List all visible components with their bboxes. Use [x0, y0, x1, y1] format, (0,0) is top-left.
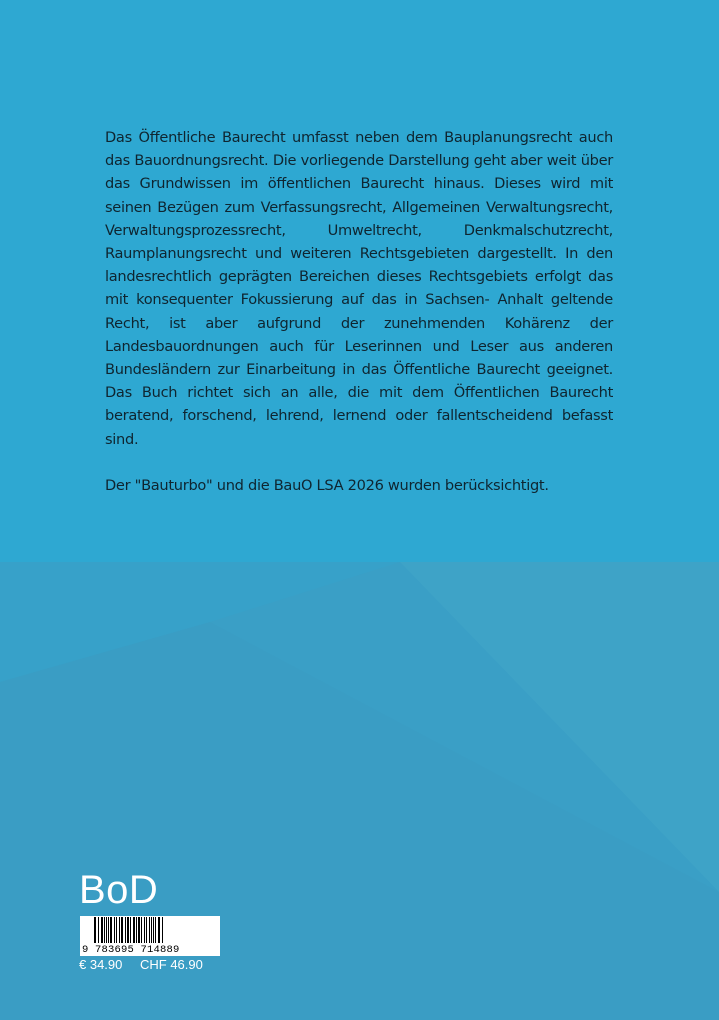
barcode-bar — [94, 917, 96, 943]
barcode-bar — [104, 917, 105, 943]
blurb-paragraph: Das Öffentliche Baurecht umfasst neben dem Bauplanungsrecht auch das Bauordnungsrecht. Die vorliegende Darstellung geht aber weit über das Grundwissen im öffentlichen Baurecht hinaus. Dieses wird mit seinen Bezügen zum Verfassungsrecht, Allgemeinen Verwaltungsrecht, Verwaltungsprozessrecht, Umweltrecht, Denkmalschutzrecht, Raumplanungsrecht und weiteren Rechtsgebieten dargestellt. In den landesrechtlich geprägten Bereichen dieses Rechtsgebiets erfolgt das mit konsequenter Fokussierung auf das in Sachsen- Anhalt geltende Recht, ist aber aufgrund der zunehmenden Kohärenz der Landesbauordnungen auch für Leserinnen und Leser aus anderen Bundesländern zur Einarbeitung in das Öffentliche Baurecht geeignet. Das Buch richtet sich an alle, die mit dem Öffentlichen Baurecht beratend, forschend, lehrend, lernend oder fallentscheidend befasst sind. — [105, 129, 613, 448]
barcode-bar — [125, 917, 126, 943]
barcode-bar — [121, 917, 123, 943]
blurb-text — [105, 126, 613, 497]
barcode-bar — [162, 917, 163, 943]
barcode-bar — [158, 917, 160, 943]
barcode-bar — [138, 917, 140, 943]
barcode-bar — [136, 917, 137, 943]
barcode-bar — [98, 917, 99, 943]
barcode-bar — [146, 917, 147, 943]
barcode-bar — [153, 917, 154, 943]
barcode-bar — [110, 917, 112, 943]
barcode-bar — [108, 917, 109, 943]
isbn-barcode — [80, 916, 220, 956]
publisher-logo: BoD — [79, 868, 159, 912]
barcode-bar — [106, 917, 107, 943]
price-line — [79, 957, 239, 973]
barcode-bar — [127, 917, 129, 943]
barcode-bar — [141, 917, 142, 943]
barcode-bar — [130, 917, 131, 943]
barcode-bar — [155, 917, 156, 943]
barcode-bar — [149, 917, 150, 943]
blurb-note: Der "Bauturbo" und die BauO LSA 2026 wurden berücksichtigt. — [105, 476, 549, 494]
barcode-bar — [114, 917, 115, 943]
barcode-bar — [119, 917, 120, 943]
price-chf: CHF 46.90 — [140, 957, 203, 972]
barcode-bar — [101, 917, 103, 943]
isbn-digits: 9 783695 714889 — [82, 944, 180, 956]
barcode-bar — [144, 917, 145, 943]
barcode-bar — [133, 917, 135, 943]
barcode-bars — [82, 916, 218, 944]
barcode-bar — [151, 917, 152, 943]
price-eur: € 34.90 — [79, 957, 123, 972]
barcode-bar — [116, 917, 117, 943]
